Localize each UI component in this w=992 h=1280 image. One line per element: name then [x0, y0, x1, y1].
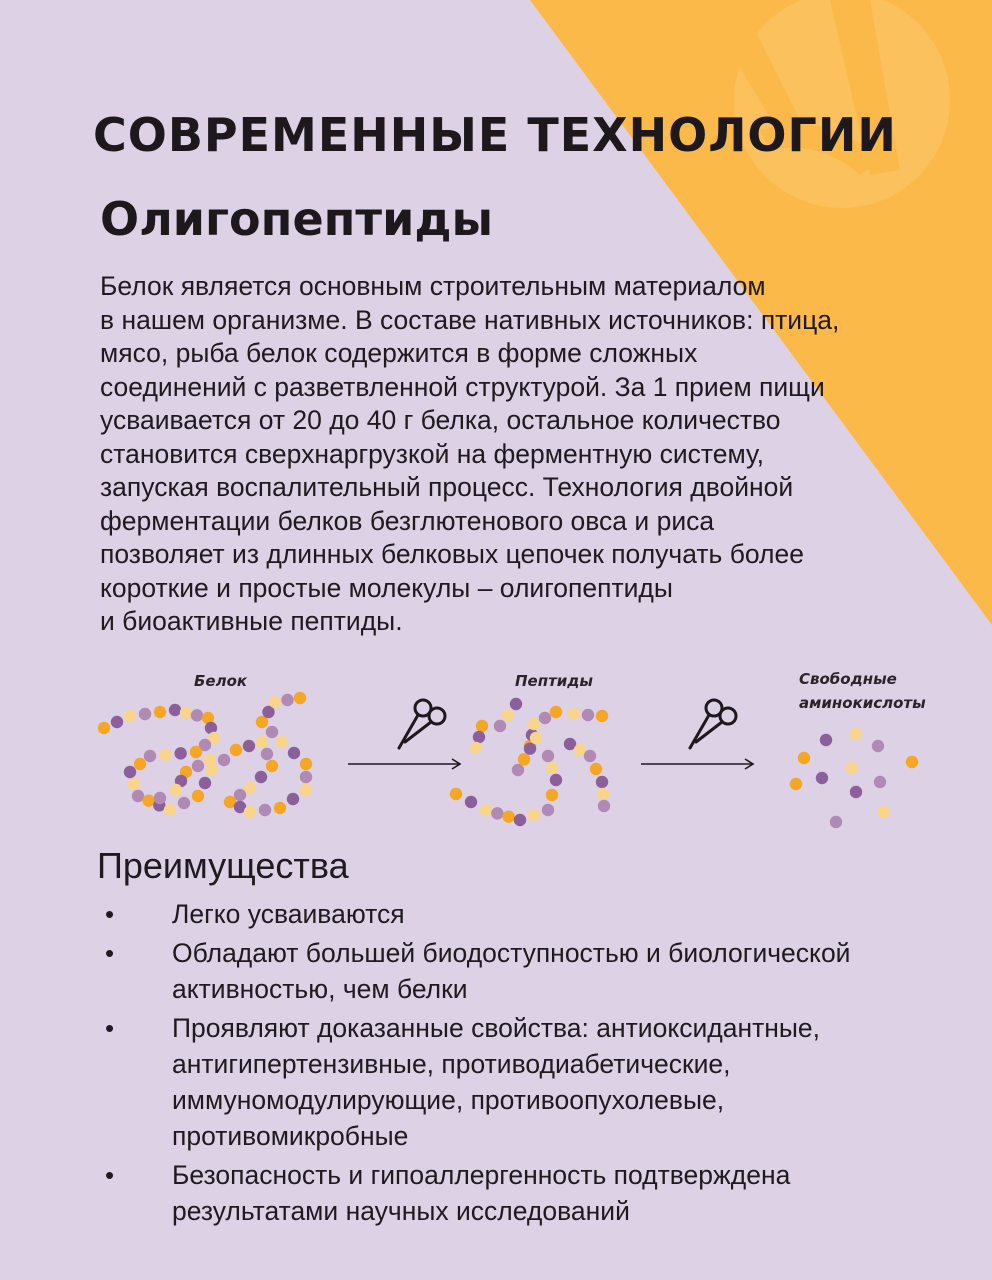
protein-label: Белок: [194, 672, 248, 690]
amino-acid-bead: [846, 762, 858, 774]
amino-acid-bead: [597, 788, 609, 800]
amino-acid-bead: [174, 747, 186, 759]
amino-acid-bead: [178, 797, 190, 809]
amino-acid-bead: [300, 758, 312, 770]
amino-acid-bead: [190, 746, 202, 758]
amino-acid-bead: [450, 788, 462, 800]
amino-acid-bead: [139, 708, 151, 720]
amino-acid-bead: [142, 794, 154, 806]
amino-acid-bead: [528, 718, 540, 730]
bullet-icon: •: [105, 899, 115, 929]
benefit-text: [172, 896, 940, 932]
benefit-line: противомикробные: [172, 1121, 409, 1151]
amino-acid-bead: [584, 750, 596, 762]
benefit-line: результатами научных исследований: [172, 1196, 630, 1226]
amino-acid-bead: [568, 708, 580, 720]
intro-line: соединений с разветвленной структурой. За 1 прием пищи: [100, 371, 825, 402]
amino-acid-bead: [300, 784, 312, 796]
amino-acid-bead: [596, 710, 608, 722]
amino-acid-bead: [878, 806, 890, 818]
amino-acid-bead: [154, 792, 166, 804]
amino-acid-bead: [288, 747, 300, 759]
fermentation-diagram: [0, 660, 992, 840]
benefit-text: [172, 1157, 940, 1229]
free-amino-acids: [790, 728, 918, 828]
arrow-right-icon: [641, 759, 753, 769]
section-banner: СОВРЕМЕННЫЕ ТЕХНОЛОГИИ: [93, 108, 897, 162]
amino-acid-bead: [524, 742, 536, 754]
amino-acid-bead: [514, 814, 526, 826]
intro-line: усваивается от 20 до 40 г белка, остальное количество: [100, 405, 781, 435]
amino-acid-bead: [502, 810, 514, 822]
page-title: Олигопептиды: [100, 192, 494, 246]
amino-acid-bead: [128, 778, 140, 790]
amino-acid-bead: [546, 762, 558, 774]
amino-acid-bead: [596, 776, 608, 788]
peptide-chains: [450, 698, 610, 826]
intro-line: мясо, рыба белок содержится в форме сложных: [100, 338, 698, 368]
amino-acid-bead: [539, 712, 551, 724]
amino-acid-bead: [132, 790, 144, 802]
amino-acid-bead: [259, 804, 271, 816]
amino-acid-bead: [124, 766, 136, 778]
amino-acid-bead: [287, 793, 299, 805]
amino-acid-bead: [164, 804, 176, 816]
intro-line: позволяет из длинных белковых цепочек получать более: [100, 539, 804, 569]
amino-acid-bead: [199, 777, 211, 789]
amino-acid-bead: [816, 772, 828, 784]
amino-acid-bead: [204, 754, 216, 766]
amino-acid-bead: [874, 776, 886, 788]
amino-acid-bead: [244, 782, 256, 794]
amino-acid-bead: [476, 720, 488, 732]
benefit-line: антигипертензивные, противодиабетические,: [172, 1049, 731, 1079]
benefits-list: [100, 896, 940, 1232]
amino-acid-bead: [134, 758, 146, 770]
free-amino-acids-label-line2: аминокислоты: [799, 694, 926, 712]
bullet-icon: •: [105, 1013, 115, 1043]
amino-acid-bead: [494, 720, 506, 732]
amino-acid-bead: [590, 763, 602, 775]
amino-acid-bead: [159, 748, 171, 760]
amino-acid-bead: [169, 704, 181, 716]
amino-acid-bead: [170, 784, 182, 796]
amino-acid-bead: [256, 736, 268, 748]
amino-acid-bead: [598, 800, 610, 812]
amino-acid-bead: [274, 802, 286, 814]
amino-acid-bead: [144, 750, 156, 762]
amino-acid-bead: [180, 706, 192, 718]
bullet-icon: •: [105, 938, 115, 968]
free-amino-acids-label-line1: Свободные: [799, 670, 897, 688]
amino-acid-bead: [243, 740, 255, 752]
amino-acid-bead: [192, 790, 204, 802]
amino-acid-bead: [234, 789, 246, 801]
amino-acid-bead: [473, 731, 485, 743]
amino-acid-bead: [528, 809, 540, 821]
amino-acid-bead: [124, 710, 136, 722]
amino-acid-bead: [470, 742, 482, 754]
amino-acid-bead: [266, 760, 278, 772]
amino-acid-bead: [300, 771, 312, 783]
amino-acid-bead: [542, 750, 554, 762]
benefit-item: [100, 1157, 940, 1229]
amino-acid-bead: [154, 706, 166, 718]
amino-acid-bead: [281, 694, 293, 706]
intro-line: и биоактивные пептиды.: [100, 606, 403, 636]
intro-line: становится сверхнаргрузкой на ферментную систему,: [100, 438, 764, 469]
intro-line: в нашем организме. В составе нативных источников: птица,: [100, 304, 840, 335]
benefit-item: [100, 1010, 940, 1154]
benefit-line: Безопасность и гипоаллергенность подтверждена: [172, 1160, 791, 1190]
intro-line: короткие и простые молекулы – олигопептиды: [100, 572, 673, 603]
amino-acid-bead: [218, 754, 230, 766]
amino-acid-bead: [820, 734, 832, 746]
amino-acid-bead: [230, 744, 242, 756]
amino-acid-bead: [512, 764, 524, 776]
benefit-item: [100, 896, 940, 932]
amino-acid-bead: [191, 709, 203, 721]
amino-acid-bead: [502, 709, 514, 721]
amino-acid-bead: [510, 698, 522, 710]
benefit-item: [100, 935, 940, 1007]
scissors-icon: [399, 700, 445, 748]
amino-acid-bead: [491, 807, 503, 819]
amino-acid-bead: [261, 748, 273, 760]
arrow-right-icon: [348, 759, 460, 769]
amino-acid-bead: [192, 760, 204, 772]
benefit-line: Обладают большей биодоступностью и биологической: [172, 938, 851, 968]
amino-acid-bead: [518, 753, 530, 765]
amino-acid-bead: [244, 806, 256, 818]
amino-acid-bead: [850, 786, 862, 798]
amino-acid-bead: [530, 732, 542, 744]
benefit-line: Проявляют доказанные свойства: антиоксидантные,: [172, 1013, 821, 1043]
intro-line: ферментации белков безглютенового овса и риса: [100, 505, 715, 536]
amino-acid-bead: [98, 722, 110, 734]
peptides-label: Пептиды: [515, 672, 593, 690]
amino-acid-bead: [906, 756, 918, 768]
amino-acid-bead: [465, 796, 477, 808]
amino-acid-bead: [798, 752, 810, 764]
amino-acid-bead: [546, 789, 558, 801]
benefit-line: Легко усваиваются: [172, 899, 405, 929]
amino-acid-bead: [266, 726, 278, 738]
intro-paragraph: [100, 270, 900, 639]
bullet-icon: •: [105, 1160, 115, 1190]
benefit-line: активностью, чем белки: [172, 974, 468, 1004]
amino-acid-bead: [830, 816, 842, 828]
scissors-icon: [690, 700, 736, 748]
amino-acid-bead: [111, 716, 123, 728]
benefit-text: [172, 935, 940, 1007]
amino-acid-bead: [550, 774, 562, 786]
amino-acid-bead: [550, 706, 562, 718]
amino-acid-bead: [294, 692, 306, 704]
amino-acid-bead: [276, 736, 288, 748]
amino-acid-bead: [255, 771, 267, 783]
intro-line: Белок является основным строительным материалом: [100, 271, 766, 301]
benefit-line: иммуномодулирующие, противоопухолевые,: [172, 1085, 725, 1115]
amino-acid-bead: [480, 804, 492, 816]
benefits-title: Преимущества: [97, 845, 349, 886]
amino-acid-bead: [850, 728, 862, 740]
amino-acid-bead: [542, 804, 554, 816]
amino-acid-bead: [269, 696, 281, 708]
protein-chain: [98, 692, 312, 818]
amino-acid-bead: [872, 740, 884, 752]
amino-acid-bead: [790, 778, 802, 790]
amino-acid-bead: [582, 709, 594, 721]
benefit-text: [172, 1010, 940, 1154]
intro-line: запуская воспалительный процесс. Технология двойной: [100, 472, 794, 502]
